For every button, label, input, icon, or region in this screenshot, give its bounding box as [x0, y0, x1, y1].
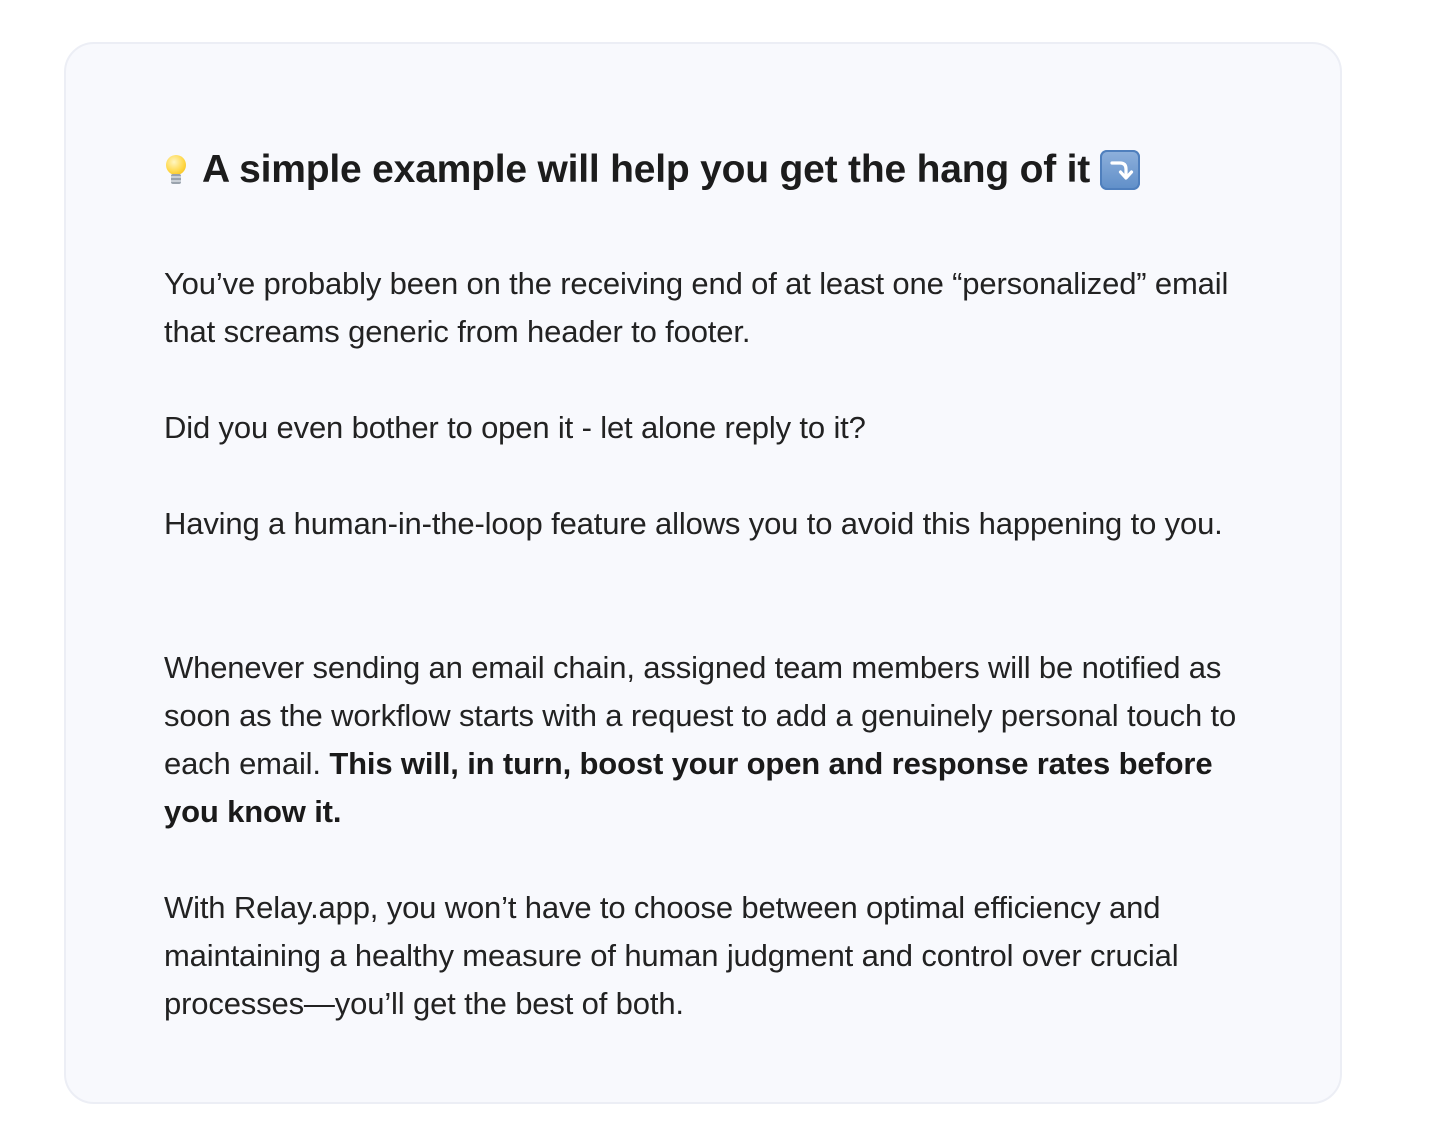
- email-chain-text: Whenever sending an email chain, assigned team members will be notified as soon as the workflow starts with a request to add a genuinely personal touch to each email.: [164, 650, 1237, 781]
- paragraph-generic-email: You’ve probably been on the receiving end of at least one “personalized” email that screams generic from header to footer.: [164, 266, 1229, 349]
- paragraph-email-chain: [164, 644, 1254, 836]
- arrow-curving-down-icon: [1100, 150, 1140, 190]
- heading-text: A simple example will help you get the hang of it: [202, 148, 1091, 191]
- email-chain-bold-text: This will, in turn, boost your open and response rates before you know it.: [164, 746, 1213, 829]
- callout-heading: [164, 140, 1140, 200]
- paragraph-question: Did you even bother to open it - let alone reply to it?: [164, 410, 866, 445]
- paragraph-human-in-the-loop: Having a human-in-the-loop feature allows you to avoid this happening to you.: [164, 506, 1223, 541]
- callout-card: [64, 42, 1342, 1104]
- light-bulb-icon: [164, 155, 188, 189]
- paragraph-relay-app: With Relay.app, you won’t have to choose between optimal efficiency and maintaining a healthy measure of human judgment and control over crucial processes—you’ll get the best of both.: [164, 890, 1179, 1021]
